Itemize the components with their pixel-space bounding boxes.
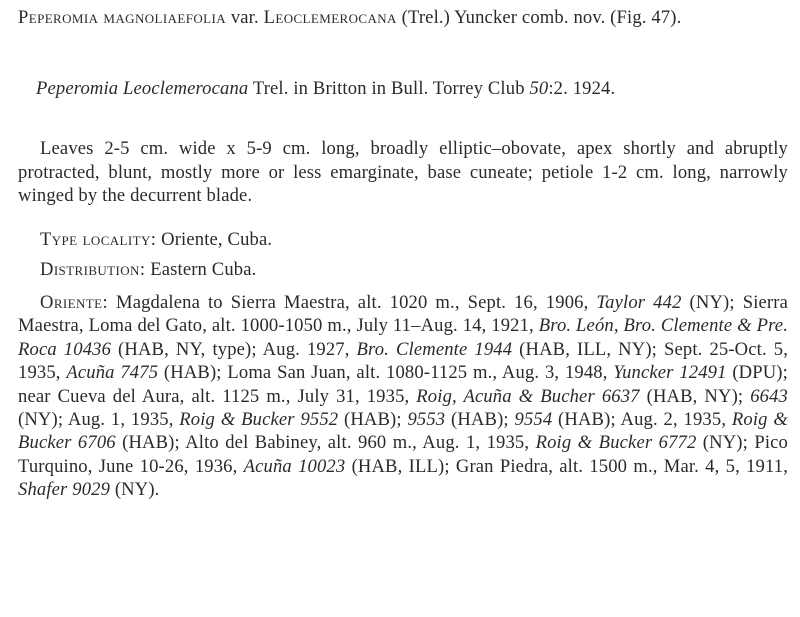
taxon-var-abbrev: var. xyxy=(226,7,264,28)
collector-citation: Acuña 7475 xyxy=(66,362,159,384)
distribution-line xyxy=(40,258,800,282)
taxon-authority: (Trel.) Yuncker comb. nov. (Fig. 47). xyxy=(396,7,682,28)
specimen-text: (NY); Sierra Maestra, Loma del Gato, alt. 1000-1050 m., July 11–Aug. 14, 1921, xyxy=(18,292,788,337)
synonym-name: Peperomia Leoclemerocana xyxy=(36,78,249,99)
collector-citation: Bro. Clemente 1944 xyxy=(356,338,513,360)
collector-citation: Bro. León, Bro. Clemente & Pre. Roca 10436 xyxy=(18,315,788,360)
specimen-text: (NY). xyxy=(110,479,160,501)
specimen-text: Magdalena to Sierra Maestra, alt. 1020 m., Sept. 16, 1906, xyxy=(108,292,597,313)
taxon-var-name: Leoclemerocana xyxy=(263,7,397,28)
synonym-reference: Trel. in Britton in Bull. Torrey Club xyxy=(248,78,530,99)
specimen-text: (NY); Pico Turquino, June 10-26, 1936, xyxy=(18,432,789,477)
specimen-text: (HAB); Loma San Juan, alt. 1080-1125 m., Aug. 3, 1948, xyxy=(158,362,614,384)
specimens-label: Oriente: xyxy=(40,292,109,313)
specimen-text: (HAB); Aug. 2, 1935, xyxy=(552,409,732,431)
collector-citation: 6643 xyxy=(750,385,788,407)
collector-citation: Roig, Acuña & Bucher 6637 xyxy=(416,385,640,407)
description-paragraph: Leaves 2-5 cm. wide x 5-9 cm. long, broadly elliptic–obovate, apex shortly and abruptly protracted, blunt, mostly more or less emarginate, base cuneate; petiole 1-2 cm. long, narrowly winged by the decurrent blade. xyxy=(18,138,788,207)
specimen-text: (NY); Aug. 1, 1935, xyxy=(18,409,180,431)
collector-citation: 9554 xyxy=(514,409,553,431)
collector-citation: Shafer 9029 xyxy=(18,479,111,501)
taxon-name: Peperomia magnoliaefolia xyxy=(18,7,227,28)
type-locality-value: Oriente, Cuba. xyxy=(156,229,273,250)
specimen-text: (HAB); xyxy=(445,409,515,431)
collector-citation: Yuncker 12491 xyxy=(613,362,727,384)
synonym-page-year: :2. 1924. xyxy=(548,78,616,99)
taxon-heading xyxy=(18,6,800,30)
specimen-text: (HAB, NY, type); Aug. 1927, xyxy=(111,338,357,360)
specimen-text: (DPU); near Cueva del Aura, alt. 1125 m., July 31, 1935, xyxy=(18,362,788,407)
specimen-text: (HAB); xyxy=(338,409,408,431)
specimen-text: (HAB, ILL, NY); Sept. 25-Oct. 5, 1935, xyxy=(18,338,789,384)
specimen-text: (HAB, NY); xyxy=(639,385,751,407)
synonym-citation xyxy=(36,77,800,101)
collector-citation: Roig & Bucker 6706 xyxy=(18,409,788,454)
collector-citation: Roig & Bucker 6772 xyxy=(535,432,697,454)
type-locality-line xyxy=(40,228,800,252)
specimen-text: (HAB); Alto del Babiney, alt. 960 m., Aug. 1, 1935, xyxy=(115,432,536,454)
collector-citation: Acuña 10023 xyxy=(243,455,346,477)
synonym-volume: 50 xyxy=(529,78,549,99)
collector-citation: 9553 xyxy=(407,409,446,431)
collector-citation: Roig & Bucker 9552 xyxy=(179,409,339,431)
specimens-paragraph xyxy=(18,291,788,502)
distribution-value: Eastern Cuba. xyxy=(145,259,257,280)
collector-citation: Taylor 442 xyxy=(596,292,682,313)
specimen-text: (HAB, ILL); Gran Piedra, alt. 1500 m., Mar. 4, 5, 1911, xyxy=(345,455,789,477)
distribution-label: Distribution: xyxy=(40,259,146,280)
type-locality-label: Type locality: xyxy=(40,229,157,250)
